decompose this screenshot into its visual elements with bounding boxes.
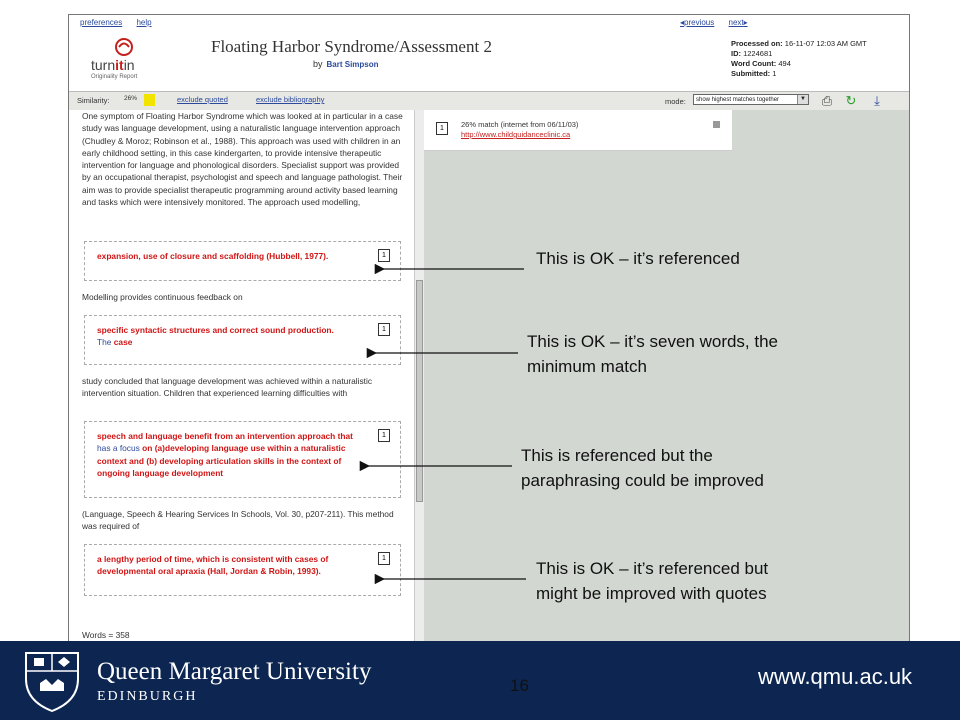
previous-label: previous (684, 18, 715, 27)
paragraph: study concluded that language development was achieved within a naturalistic intervention situation. Children that experienced learning difficulties with (82, 376, 373, 399)
logo-wordmark (91, 57, 135, 73)
source-number-badge: 1 (436, 122, 448, 135)
annotation-line: might be improved with quotes (536, 584, 767, 603)
paragraph: Modelling provides continuous feedback on (82, 292, 243, 302)
matched-passage[interactable] (84, 544, 401, 596)
matched-passage[interactable] (84, 315, 401, 365)
previous-link[interactable]: ◂previous (680, 18, 715, 27)
match-number-badge[interactable]: 1 (378, 323, 390, 336)
source-url-link[interactable]: http://www.childguidanceclinic.ca (461, 130, 571, 139)
matched-passage[interactable] (84, 241, 401, 281)
similarity-label: Similarity: (77, 96, 110, 105)
wordcount-label: Word Count: (731, 59, 777, 68)
exclude-quoted-link[interactable]: exclude quoted (177, 95, 228, 104)
meta-submitted (731, 69, 867, 79)
matched-text: expansion, use of closure and scaffolding (Hubbell, 1977). (97, 251, 329, 261)
document-title: Floating Harbor Syndrome/Assessment 2 (211, 37, 492, 56)
submitted-label: Submitted: (731, 69, 771, 78)
matched-text-part: specific syntactic structures and correct sound production. (97, 325, 334, 335)
logo-post: in (123, 57, 135, 73)
meta-processed (731, 39, 867, 49)
university-crest-icon (22, 649, 82, 713)
report-toolbar (69, 91, 909, 111)
nav-links (680, 18, 760, 27)
top-links (80, 18, 164, 27)
university-name: Queen Margaret University (97, 658, 372, 685)
annotation-line: minimum match (527, 357, 647, 376)
chevron-down-icon: ▼ (797, 95, 808, 104)
exclude-bibliography-link[interactable]: exclude bibliography (256, 95, 325, 104)
match-source-card[interactable] (424, 110, 732, 151)
matched-text-part: case (113, 337, 133, 348)
logo-subtitle: Originality Report (91, 74, 138, 80)
mode-select-value: show highest matches together (696, 97, 780, 103)
submission-meta (731, 39, 867, 79)
annotation-line: This is OK – it’s referenced but (536, 559, 769, 578)
turnitin-logo (91, 37, 161, 81)
annotation-quotes (536, 556, 768, 606)
turnitin-logo-icon (113, 37, 135, 57)
matched-passage[interactable] (84, 421, 401, 498)
annotation-line: paraphrasing could be improved (521, 471, 764, 490)
annotation-seven-words (527, 329, 778, 379)
university-city: EDINBURGH (97, 689, 198, 704)
annotation-line: This is OK – it’s seven words, the (527, 332, 779, 351)
unmatched-text-part: has a focus (97, 443, 140, 454)
download-icon[interactable]: ⤓ (874, 93, 880, 108)
match-number-badge[interactable]: 1 (378, 249, 390, 262)
preferences-link[interactable]: preferences (80, 18, 123, 27)
similarity-color-swatch (144, 94, 155, 106)
matched-text (97, 324, 367, 349)
unmatched-text-part: The (97, 337, 112, 348)
match-number-badge[interactable]: 1 (378, 429, 390, 442)
refresh-icon[interactable]: ↻ (845, 93, 857, 108)
next-label: next (728, 18, 744, 27)
wordcount-value: 494 (778, 59, 791, 68)
annotation-paraphrasing (521, 443, 764, 493)
close-icon[interactable] (713, 121, 720, 128)
mode-label: mode: (665, 97, 686, 106)
meta-id (731, 49, 867, 59)
paragraph: One symptom of Floating Harbor Syndrome which was looked at in particular in a case study was language development, using a naturalistic language intervention approach (Chudley & Moroz; Robinson et al., 1988). This approach was used with children in an early childhood setting, in this case kindergarten, to provide intensive therapeutic intervention for language and phonological disorders. Specialist support was provided by an occupational therapist, psychologist and speech and language pathologist. Their aim was to provide specialist therapeutic programming around activity based learning and tasks which were intensively monitored. The approach used modelling, (82, 111, 403, 208)
logo-mid: it (115, 57, 124, 73)
id-label: ID: (731, 49, 741, 58)
processed-value: 16-11-07 12:03 AM GMT (784, 39, 867, 48)
logo-pre: turn (91, 57, 116, 73)
processed-label: Processed on: (731, 39, 783, 48)
submission-text-pane[interactable] (69, 110, 414, 641)
turnitin-report-window (68, 14, 910, 642)
submitted-value: 1 (772, 69, 777, 78)
author-name: Bart Simpson (326, 60, 379, 69)
matched-text (97, 430, 367, 479)
mode-select[interactable] (693, 94, 809, 105)
university-website: www.qmu.ac.uk (758, 664, 913, 689)
report-header (69, 15, 909, 91)
id-value: 1224681 (743, 49, 773, 58)
document-author (313, 59, 379, 69)
source-match-info: 26% match (internet from 06/11/03) (461, 120, 579, 129)
meta-wordcount (731, 59, 867, 69)
by-label: by (313, 59, 323, 69)
paragraph: (Language, Speech & Hearing Services In Schools, Vol. 30, p207-211). This method was required of (82, 509, 394, 532)
matched-text-part: speech and language benefit from an intervention approach that (97, 431, 353, 441)
word-count: Words = 358 (82, 630, 130, 640)
matched-text-part: on (a)developing language use within a naturalistic context and (b) developing articulation skills in the context of ongoing language development (97, 443, 346, 478)
similarity-value: 26% (124, 95, 138, 102)
match-number-badge[interactable]: 1 (378, 552, 390, 565)
scrollbar-thumb[interactable] (416, 280, 423, 502)
slide-number: 16 (510, 676, 529, 695)
matched-text: a lengthy period of time, which is consistent with cases of developmental oral apraxia (Hall, Jordan & Robin, 1993). (97, 554, 329, 577)
annotation-line: This is referenced but the (521, 446, 713, 465)
next-link[interactable]: next▸ (728, 18, 748, 27)
help-link[interactable]: help (136, 18, 152, 27)
print-icon[interactable]: ⎙ (821, 93, 833, 108)
annotation-referenced: This is OK – it’s referenced (536, 249, 740, 268)
